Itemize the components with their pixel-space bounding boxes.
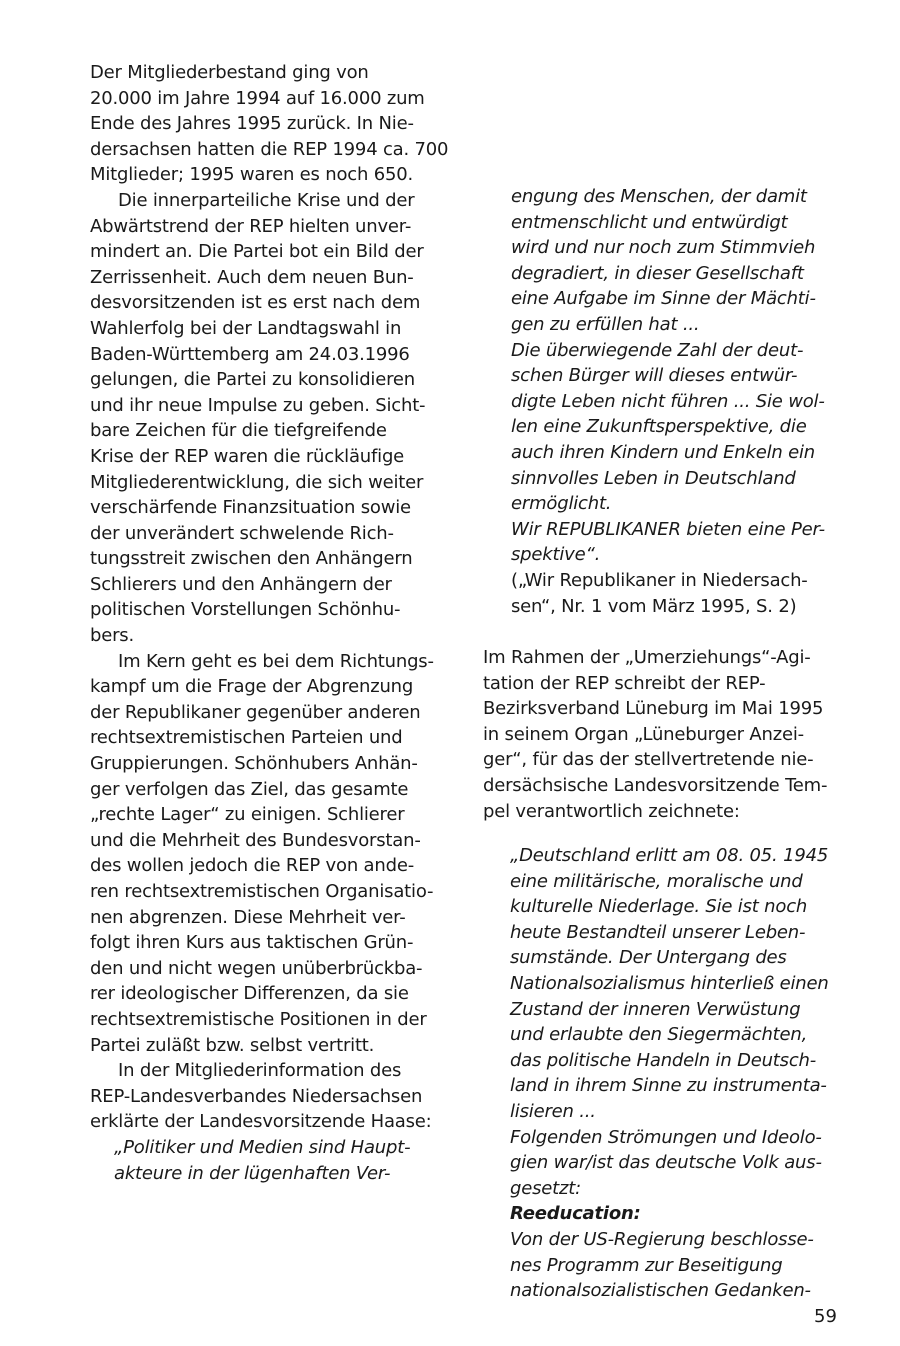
quote-line: degradiert, in dieser Gesellschaft [511, 262, 804, 284]
text-line: pel verantwortlich zeichnete: [483, 800, 740, 822]
citation-line: sen“, Nr. 1 vom März 1995, S. 2) [511, 595, 797, 617]
quote-line: Zustand der inneren Verwüstung [510, 998, 801, 1020]
quote-line: auch ihren Kindern und Enkeln ein [511, 441, 815, 463]
quote-line: akteure in der lügenhaften Ver- [114, 1162, 391, 1184]
text-line: desvorsitzenden ist es erst nach dem [90, 292, 421, 314]
quote-line: nes Programm zur Beseitigung [510, 1254, 783, 1276]
quote-line: gien war/ist das deutsche Volk aus- [510, 1152, 822, 1174]
quote-heading: Reeducation: [510, 1203, 641, 1225]
text-line: ren rechtsextremistischen Organisatio- [90, 881, 434, 902]
quote-line: kulturelle Niederlage. Sie ist noch [510, 896, 808, 918]
quote-line: schen Bürger will dieses entwür- [511, 365, 798, 387]
text-line: REP-Landesverbandes Niedersachsen [90, 1085, 423, 1107]
text-line: des wollen jedoch die REP von ande- [90, 855, 414, 877]
quote-line: Nationalsozialismus hinterließ einen [510, 972, 829, 994]
quote-line: das politische Handeln in Deutsch- [510, 1049, 817, 1071]
text-line: tation der REP schreibt der REP- [483, 672, 766, 694]
text-line: Abwärtstrend der REP hielten unver- [90, 215, 412, 237]
text-line: Zerrissenheit. Auch dem neuen Bun- [90, 266, 414, 288]
text-line: Ende des Jahres 1995 zurück. In Nie- [90, 113, 414, 135]
text-line: Bezirksverband Lüneburg im Mai 1995 [483, 698, 824, 720]
citation-line: („Wir Republikaner in Niedersach- [511, 569, 808, 591]
quote-line: engung des Menschen, der damit [511, 186, 807, 207]
text-line: Im Kern geht es bei dem Richtungs- [118, 650, 434, 672]
text-line: Partei zuläßt bzw. selbst vertritt. [90, 1034, 375, 1056]
text-line: und ihr neue Impulse zu geben. Sicht- [90, 394, 426, 416]
page-number: 59 [814, 1306, 837, 1327]
text-line: rer ideologischer Differenzen, da sie [90, 983, 409, 1005]
quote-line: Folgenden Strömungen und Ideolo- [510, 1126, 822, 1148]
quote-line: eine Aufgabe im Sinne der Mächti- [511, 288, 816, 310]
quote-line: len eine Zukunftsperspektive, die [511, 416, 807, 438]
quote-line: „Politiker und Medien sind Haupt- [114, 1136, 411, 1158]
text-line: verschärfende Finanzsituation sowie [90, 497, 411, 519]
right-column-quote [510, 843, 855, 1304]
quote-line: land in ihrem Sinne zu instrumenta- [510, 1075, 827, 1097]
quote-line: „Deutschland erlitt am 08. 05. 1945 [510, 845, 829, 866]
quote-line: wird und nur noch zum Stimmvieh [511, 237, 816, 259]
text-line: den und nicht wegen unüberbrückba- [90, 957, 423, 979]
text-line: politischen Vorstellungen Schönhu- [90, 599, 401, 621]
quote-line: Die überwiegende Zahl der deut- [511, 339, 804, 361]
text-line: Wahlerfolg bei der Landtagswahl in [90, 317, 402, 339]
quote-line: lisieren ... [510, 1100, 596, 1122]
quote-line: und erlaubte den Siegermächten, [510, 1024, 808, 1046]
quote-line: gen zu erfüllen hat ... [511, 313, 700, 335]
quote-line: eine militärische, moralische und [510, 870, 803, 892]
text-line: Mitglieder; 1995 waren es noch 650. [90, 164, 413, 186]
right-column-quote-continuation [483, 184, 853, 619]
text-line: In der Mitgliederinformation des [118, 1060, 402, 1082]
left-column [90, 60, 470, 1186]
text-line: rechtsextremistischen Parteien und [90, 727, 403, 749]
text-line: Mitgliederentwicklung, die sich weiter [90, 471, 424, 493]
text-line: ger verfolgen das Ziel, das gesamte [90, 778, 409, 800]
quote-line: Von der US-Regierung beschlosse- [510, 1228, 814, 1250]
quote-line: entmenschlicht und entwürdigt [511, 211, 788, 233]
text-line: kampf um die Frage der Abgrenzung [90, 676, 414, 698]
right-column-body [483, 645, 853, 824]
text-line: Die innerparteiliche Krise und der [118, 189, 415, 211]
text-line: Gruppierungen. Schönhubers Anhän- [90, 753, 418, 775]
text-line: 20.000 im Jahre 1994 auf 16.000 zum [90, 87, 425, 109]
quote-line: ermöglicht. [511, 493, 612, 515]
quote-line: digte Leben nicht führen ... Sie wol- [511, 390, 825, 412]
text-line: erklärte der Landesvorsitzende Haase: [90, 1111, 432, 1133]
text-line: rechtsextremistische Positionen in der [90, 1008, 427, 1030]
text-line: bare Zeichen für die tiefgreifende [90, 420, 387, 442]
quote-line: spektive“. [511, 544, 601, 566]
text-line: dersächsische Landesvorsitzende Tem- [483, 774, 828, 796]
text-line: Krise der REP waren die rückläufige [90, 445, 405, 467]
text-line: in seinem Organ „Lüneburger Anzei- [483, 723, 804, 745]
text-line: und die Mehrheit des Bundesvorstan- [90, 829, 421, 851]
text-line: Schlierers und den Anhängern der [90, 573, 392, 595]
quote-line: Wir REPUBLIKANER bieten eine Per- [511, 518, 825, 540]
text-line: Der Mitgliederbestand ging von [90, 62, 369, 83]
text-line: Im Rahmen der „Umerziehungs“-Agi- [483, 647, 811, 668]
text-line: tungsstreit zwischen den Anhängern [90, 548, 413, 570]
text-line: „rechte Lager“ zu einigen. Schlierer [90, 804, 405, 826]
text-line: der Republikaner gegenüber anderen [90, 701, 421, 723]
text-line: mindert an. Die Partei bot ein Bild der [90, 241, 424, 263]
quote-line: sinnvolles Leben in Deutschland [511, 467, 796, 489]
text-line: bers. [90, 625, 135, 647]
quote-line: gesetzt: [510, 1177, 581, 1199]
text-line: ger“, für das der stellvertretende nie- [483, 749, 814, 771]
text-line: folgt ihren Kurs aus taktischen Grün- [90, 932, 414, 954]
text-line: der unverändert schwelende Rich- [90, 522, 394, 544]
text-line: gelungen, die Partei zu konsolidieren [90, 369, 415, 391]
quote-line: sumstände. Der Untergang des [510, 947, 787, 969]
quote-line: heute Bestandteil unserer Leben- [510, 921, 806, 943]
text-line: Baden-Württemberg am 24.03.1996 [90, 343, 410, 365]
quote-line: nationalsozialistischen Gedanken- [510, 1280, 811, 1302]
text-line: dersachsen hatten die REP 1994 ca. 700 [90, 138, 449, 160]
text-line: nen abgrenzen. Diese Mehrheit ver- [90, 906, 406, 928]
